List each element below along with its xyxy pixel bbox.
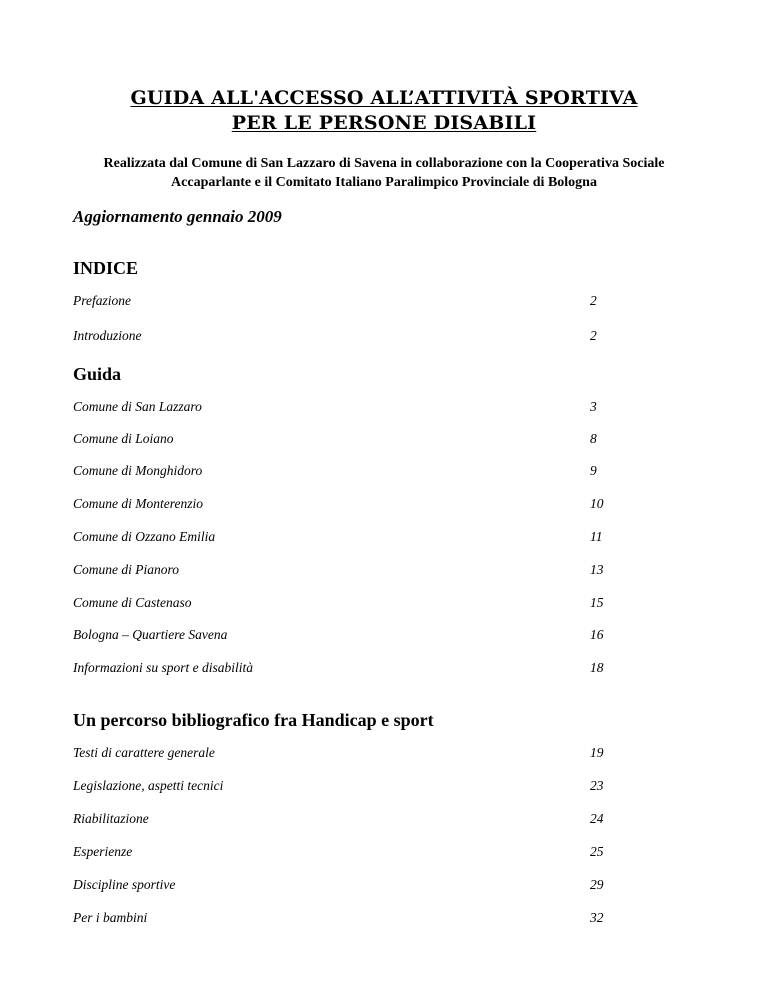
toc-page: 13 xyxy=(590,562,604,577)
toc-page: 18 xyxy=(590,660,604,675)
toc-page: 2 xyxy=(590,328,597,343)
toc-label: Comune di Loiano xyxy=(73,431,174,446)
toc-page: 23 xyxy=(590,778,604,793)
toc-row xyxy=(73,562,633,582)
toc-label: Comune di Castenaso xyxy=(73,595,192,610)
toc-row xyxy=(73,877,633,897)
toc-page: 8 xyxy=(590,431,597,446)
toc-label: Comune di San Lazzaro xyxy=(73,399,202,414)
title-line-1: GUIDA ALL'ACCESSO ALL’ATTIVITÀ SPORTIVA xyxy=(130,87,638,109)
toc-label: Per i bambini xyxy=(73,910,148,925)
index-heading: INDICE xyxy=(73,258,139,278)
toc-label: Introduzione xyxy=(73,328,142,343)
toc-label: Legislazione, aspetti tecnici xyxy=(73,778,224,793)
toc-row xyxy=(73,463,633,483)
toc-page: 16 xyxy=(590,627,604,642)
toc-row xyxy=(73,910,633,930)
subtitle-line-2: Accaparlante e il Comitato Italiano Paralimpico Provinciale di Bologna xyxy=(171,175,597,190)
toc-page: 3 xyxy=(590,399,597,414)
toc-row xyxy=(73,595,633,615)
toc-label: Comune di Pianoro xyxy=(73,562,179,577)
document-title xyxy=(0,86,768,136)
toc-label: Discipline sportive xyxy=(73,877,176,892)
bibliography-heading: Un percorso bibliografico fra Handicap e sport xyxy=(73,710,434,730)
toc-page: 24 xyxy=(590,811,604,826)
toc-page: 19 xyxy=(590,745,604,760)
subtitle-line-1: Realizzata dal Comune di San Lazzaro di Savena in collaborazione con la Cooperativa Sociale xyxy=(103,156,665,171)
toc-label: Testi di carattere generale xyxy=(73,745,215,760)
toc-row xyxy=(73,745,633,765)
guide-heading: Guida xyxy=(73,364,122,384)
toc-label: Comune di Monterenzio xyxy=(73,496,203,511)
toc-page: 9 xyxy=(590,463,597,478)
toc-page: 2 xyxy=(590,293,597,308)
toc-row xyxy=(73,293,633,313)
toc-label: Esperienze xyxy=(73,844,133,859)
toc-row xyxy=(73,811,633,831)
toc-row xyxy=(73,627,633,647)
toc-label: Bologna – Quartiere Savena xyxy=(73,627,228,642)
toc-label: Riabilitazione xyxy=(73,811,149,826)
toc-label: Prefazione xyxy=(73,293,131,308)
document-subtitle xyxy=(40,154,728,192)
toc-row xyxy=(73,431,633,451)
toc-row xyxy=(73,844,633,864)
toc-row xyxy=(73,399,633,419)
toc-label: Comune di Ozzano Emilia xyxy=(73,529,216,544)
toc-row xyxy=(73,496,633,516)
toc-page: 10 xyxy=(590,496,604,511)
toc-label: Informazioni su sport e disabilità xyxy=(73,660,254,675)
toc-row xyxy=(73,529,633,549)
toc-row xyxy=(73,328,633,348)
toc-row xyxy=(73,778,633,798)
update-date: Aggiornamento gennaio 2009 xyxy=(73,207,282,226)
toc-label: Comune di Monghidoro xyxy=(73,463,203,478)
toc-page: 11 xyxy=(590,529,603,544)
toc-page: 15 xyxy=(590,595,604,610)
toc-page: 25 xyxy=(590,844,604,859)
toc-page: 29 xyxy=(590,877,604,892)
toc-page: 32 xyxy=(590,910,604,925)
title-line-2: PER LE PERSONE DISABILI xyxy=(231,112,537,134)
toc-row xyxy=(73,660,633,680)
